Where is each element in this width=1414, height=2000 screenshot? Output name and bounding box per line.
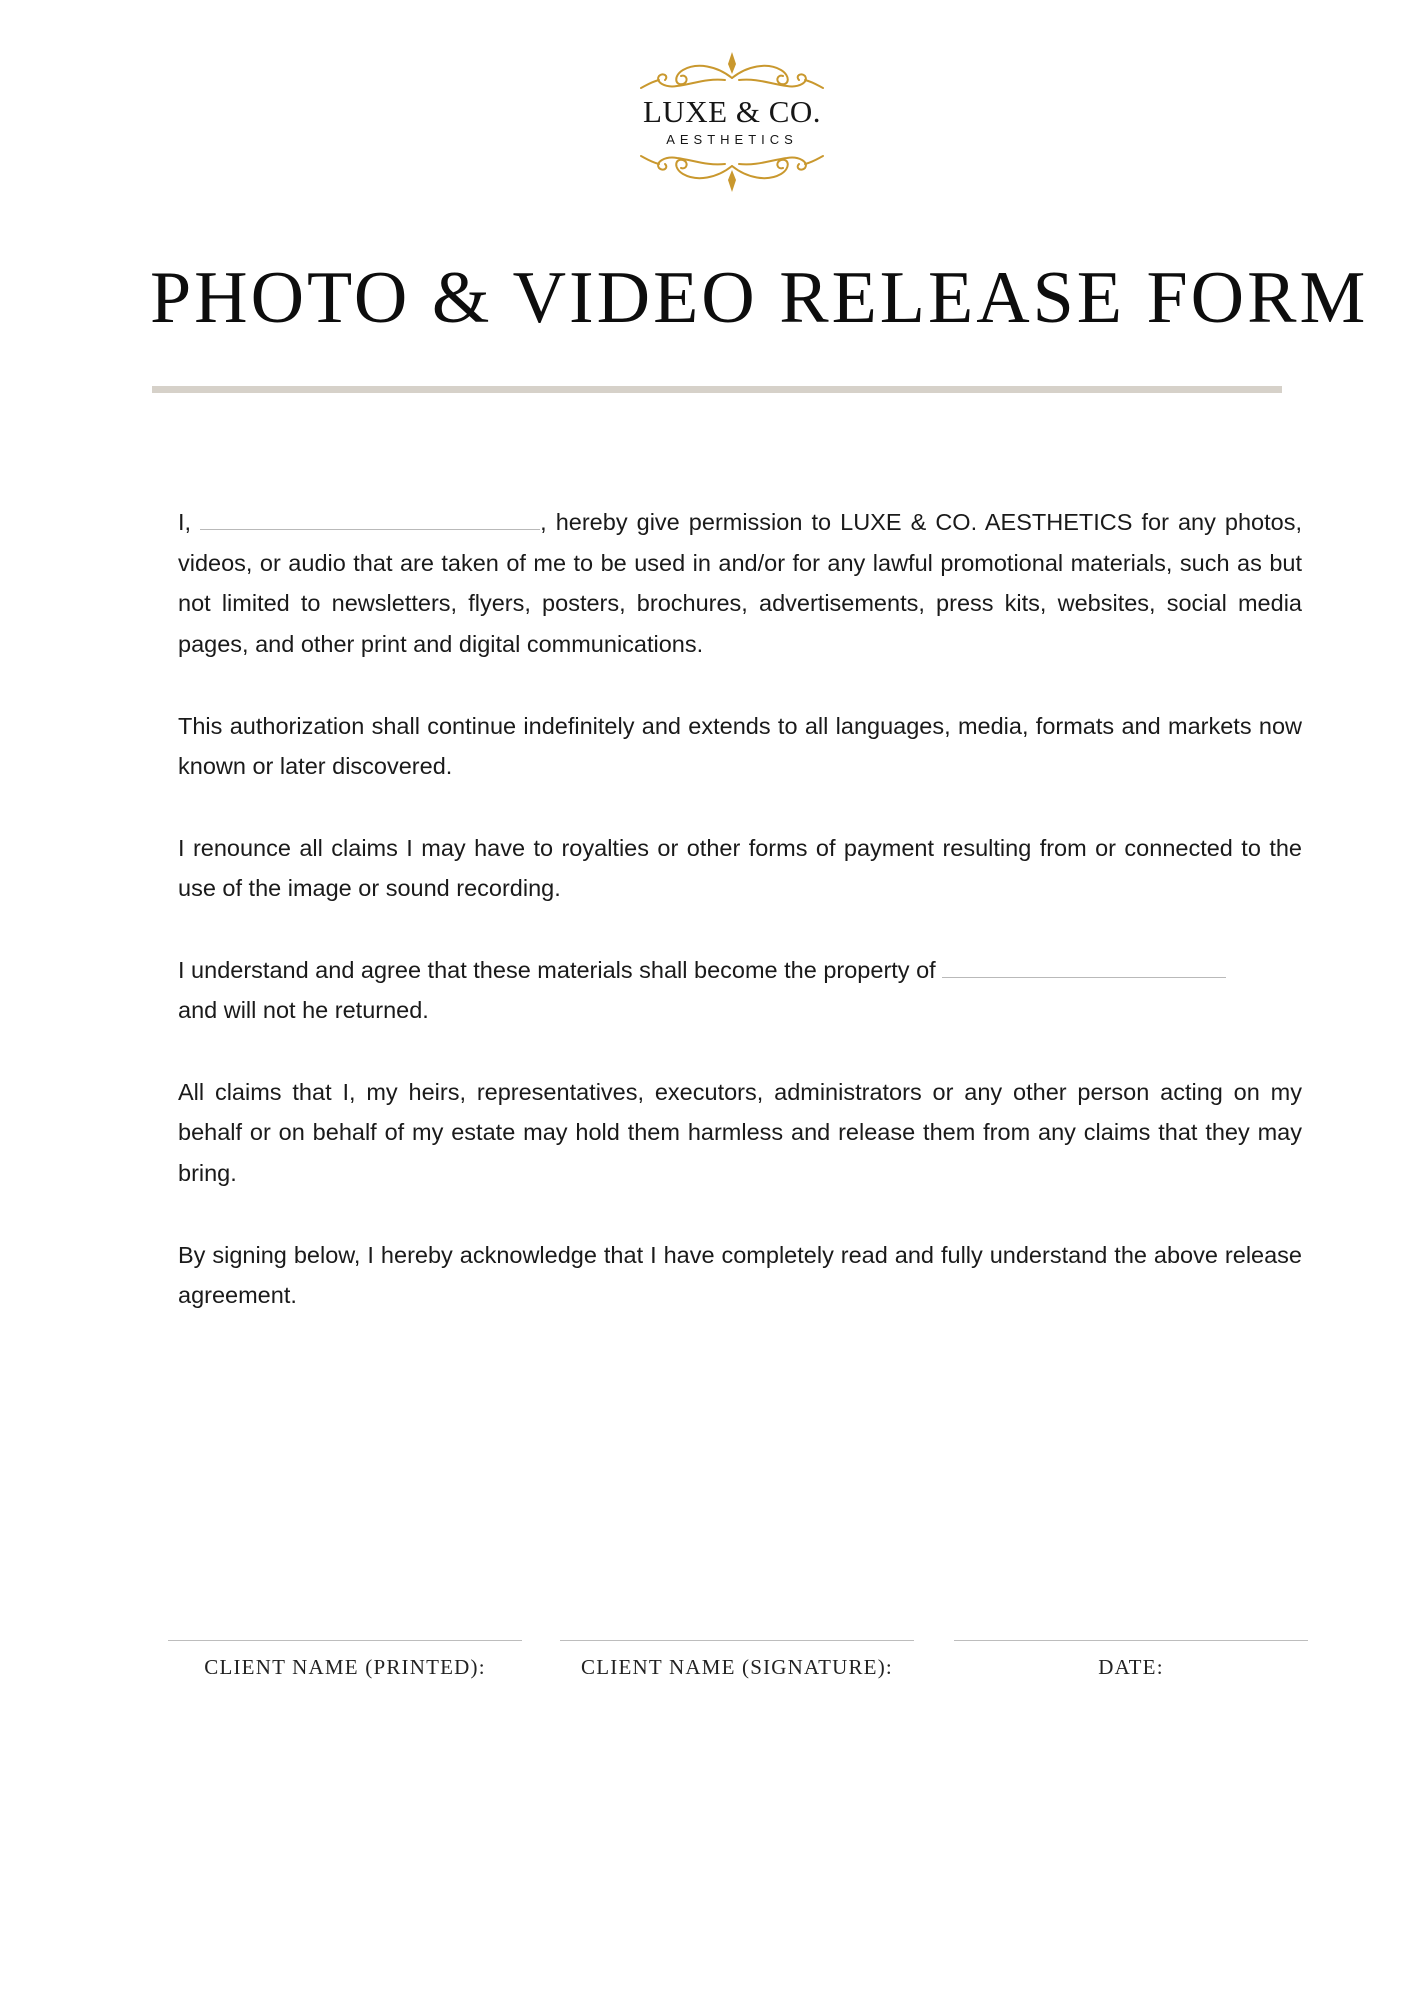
signature-line[interactable] <box>560 1640 914 1641</box>
client-name-blank-field[interactable] <box>200 528 540 530</box>
property-suffix: and will not he returned. <box>178 997 429 1024</box>
page-title: PHOTO & VIDEO RELEASE FORM <box>150 257 1369 339</box>
paragraph-authorization: This authorization shall continue indefinitely and extends to all languages, media, formats and markets now known or later discovered. <box>178 712 1302 780</box>
paragraph-permission <box>178 502 1302 665</box>
paragraph-property <box>178 950 1302 1031</box>
date-field[interactable] <box>954 1640 1308 1680</box>
paragraph-acknowledgement: By signing below, I hereby acknowledge that I have completely read and fully understand the above release agreement. <box>178 1241 1302 1309</box>
ornament-bottom-icon <box>637 150 827 196</box>
signature-section <box>168 1640 1306 1700</box>
property-owner-blank-field[interactable] <box>942 976 1226 978</box>
printed-name-line[interactable] <box>168 1640 522 1641</box>
title-divider <box>152 386 1282 393</box>
signature-label: CLIENT NAME (SIGNATURE): <box>581 1655 893 1679</box>
date-line[interactable] <box>954 1640 1308 1641</box>
paragraph-claims: All claims that I, my heirs, representatives, executors, administrators or any other person acting on my behalf or on behalf of my estate may hold them harmless and release them from any claims that they may bring. <box>178 1078 1302 1187</box>
permission-text: , hereby give permission to LUXE & CO. AESTHETICS for any photos, videos, or audio that are taken of me to be used in and/or for any lawful promotional materials, such as but not limited to newsletters, flyers, posters, brochures, advertisements, press kits, websites, social media pages, and other print and digital communications. <box>178 509 1302 658</box>
date-label: DATE: <box>1098 1655 1164 1679</box>
paragraph-royalties: I renounce all claims I may have to royalties or other forms of payment resulting from or connected to the use of the image or sound recording. <box>178 834 1302 902</box>
property-text: I understand and agree that these materials shall become the property of <box>178 956 943 983</box>
printed-name-label: CLIENT NAME (PRINTED): <box>204 1655 486 1679</box>
brand-logo <box>637 48 827 198</box>
printed-name-field[interactable] <box>168 1640 522 1680</box>
signature-field[interactable] <box>560 1640 914 1680</box>
ornament-top-icon <box>637 48 827 94</box>
brand-name: LUXE & CO. <box>642 94 822 129</box>
permission-prefix: I, <box>178 509 201 535</box>
brand-tagline: AESTHETICS <box>666 132 798 147</box>
release-agreement-text <box>178 502 1302 1357</box>
